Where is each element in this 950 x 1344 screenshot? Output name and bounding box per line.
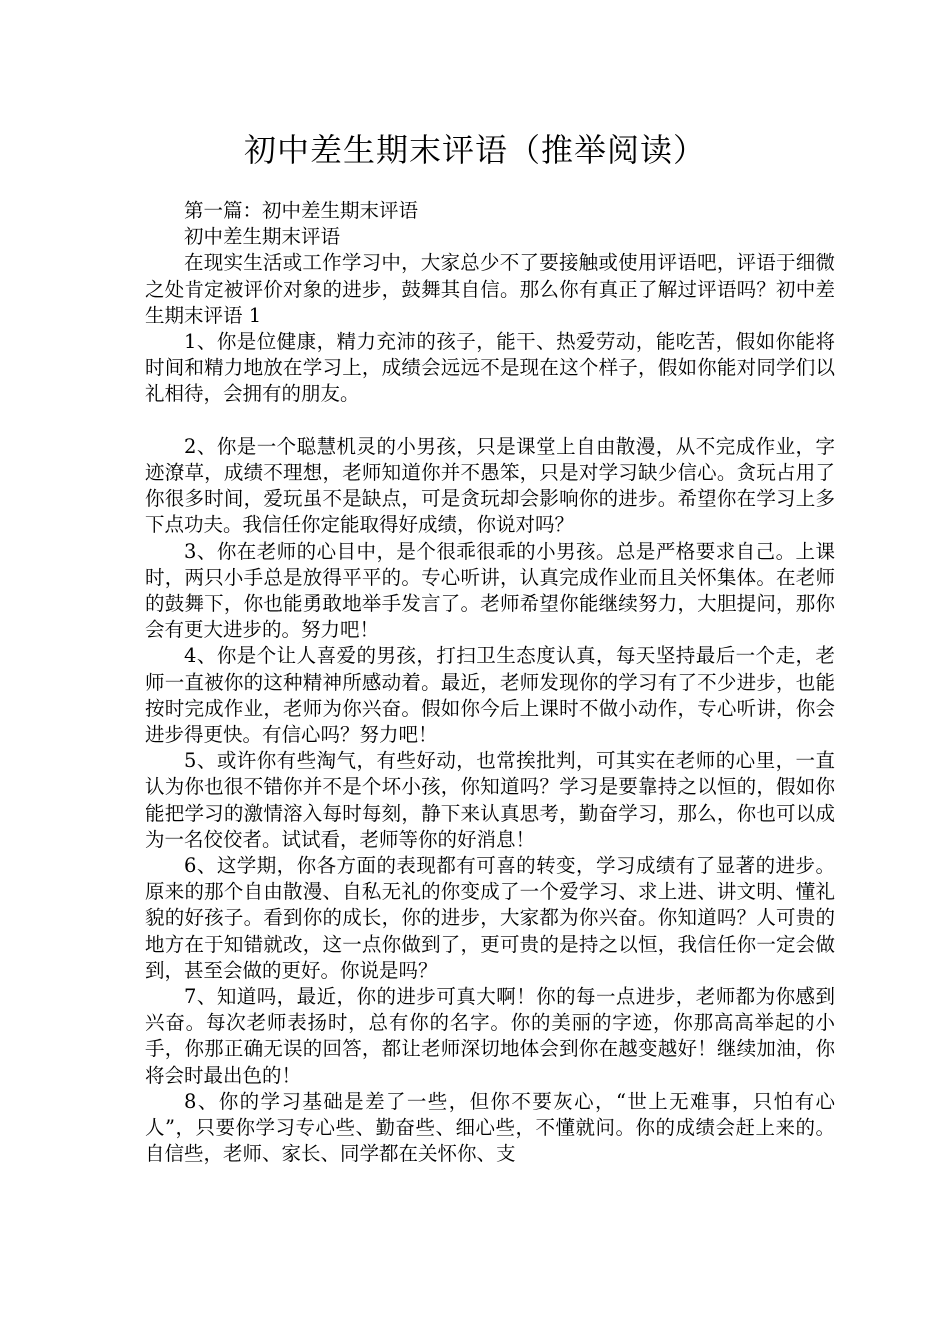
comment-paragraph-7: 7、知道吗，最近，你的进步可真大啊！你的每一点进步，老师都为你感到兴奋。每次老师表扬时，总有你的名字。你的美丽的字迹，你那高高举起的小手，你那正确无误的回答，都让老师深切地体会到你在越变越好！继续加油，你将会时最出色的！ [145, 985, 835, 1087]
document-body [145, 198, 835, 1168]
comment-paragraph-3: 3、你在老师的心目中，是个很乖很乖的小男孩。总是严格要求自己。上课时，两只小手总是放得平平的。专心听讲，认真完成作业而且关怀集体。在老师的鼓舞下，你也能勇敢地举手发言了。老师希望你能继续努力，大胆提问，那你会有更大进步的。努力吧！ [145, 539, 835, 642]
comment-paragraph-4: 4、你是个让人喜爱的男孩，打扫卫生态度认真，每天坚持最后一个走，老师一直被你的这种精神所感动着。最近，老师发现你的学习有了不少进步，也能按时完成作业，老师为你兴奋。假如你今后上课时不做小动作，专心听讲，你会进步得更快。有信心吗？努力吧！ [145, 644, 835, 747]
comment-paragraph-2: 2、你是一个聪慧机灵的小男孩，只是课堂上自由散漫，从不完成作业，字迹潦草，成绩不理想，老师知道你并不愚笨，只是对学习缺少信心。贪玩占用了你很多时间，爱玩虽不是缺点，可是贪玩却会影响你的进步。希望你在学习上多下点功夫。我信任你定能取得好成绩，你说对吗？ [145, 434, 835, 537]
intro-paragraph: 在现实生活或工作学习中，大家总少不了要接触或使用评语吧，评语于细微之处肯定被评价对象的进步，鼓舞其自信。那么你有真正了解过评语吗？初中差生期末评语 1 [145, 251, 835, 327]
comment-paragraph-6: 6、这学期，你各方面的表现都有可喜的转变，学习成绩有了显著的进步。原来的那个自由散漫、自私无礼的你变成了一个爱学习、求上进、讲文明、懂礼貌的好孩子。看到你的成长，你的进步，大家都为你兴奋。你知道吗？人可贵的地方在于知错就改，这一点你做到了，更可贵的是持之以恒，我信任你一定会做到，甚至会做的更好。你说是吗？ [145, 854, 835, 982]
comment-paragraph-5: 5、或许你有些淘气，有些好动，也常挨批判，可其实在老师的心里，一直认为你也很不错你并不是个坏小孩，你知道吗？学习是要靠持之以恒的，假如你能把学习的激情溶入每时每刻，静下来认真思考，勤奋学习，那么，你也可以成为一名佼佼者。试试看，老师等你的好消息！ [145, 749, 835, 851]
subheading: 初中差生期末评语 [184, 225, 341, 249]
comment-paragraph-1: 1、你是位健康，精力充沛的孩子，能干、热爱劳动，能吃苦，假如你能将时间和精力地放在学习上，成绩会远远不是现在这个样子，假如你能对同学们以礼相待，会拥有的朋友。 [145, 330, 835, 406]
document-title: 初中差生期末评语（推举阅读） [243, 131, 706, 169]
blank-line [145, 408, 835, 434]
section-heading: 第一篇：初中差生期末评语 [184, 199, 419, 222]
comment-paragraph-8: 8、你的学习基础是差了一些，但你不要灰心，“世上无难事，只怕有心人”，只要你学习专心些、勤奋些、细心些，不懂就问。你的成绩会赶上来的。自信些，老师、家长、同学都在关怀你、支 [145, 1089, 835, 1166]
